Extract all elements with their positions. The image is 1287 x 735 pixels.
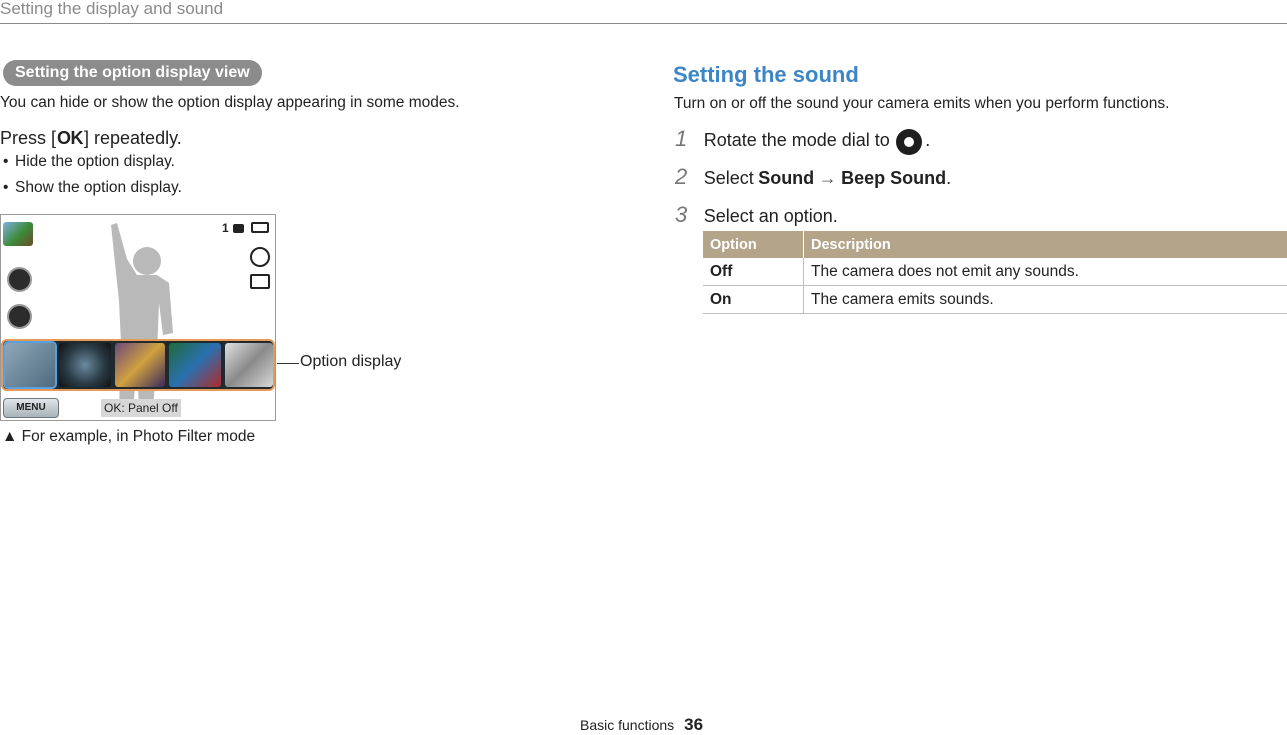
- press-suffix: ] repeatedly.: [84, 128, 182, 148]
- description-cell: The camera does not emit any sounds.: [804, 258, 1287, 286]
- sound-section-title: Setting the sound: [673, 62, 859, 88]
- shot-counter: 1: [222, 221, 229, 235]
- footer-section: Basic functions: [580, 717, 674, 733]
- step-number: 1: [675, 126, 687, 151]
- camera-mode-icon: [7, 267, 32, 292]
- section-pill: Setting the option display view: [3, 60, 262, 86]
- page-header-title: Setting the display and sound: [0, 0, 223, 18]
- flash-icon: [250, 247, 270, 267]
- filter-thumb-fisheye[interactable]: [59, 343, 111, 387]
- step-text-end: .: [925, 130, 930, 150]
- ok-panel-off-label: OK: Panel Off: [101, 399, 181, 417]
- step-number: 3: [675, 202, 687, 227]
- press-prefix: Press [: [0, 128, 56, 148]
- option-display-strip[interactable]: [1, 339, 275, 391]
- menu-button[interactable]: MENU: [3, 398, 59, 418]
- arrow-icon: →: [819, 168, 837, 188]
- filter-thumb-parrot[interactable]: [169, 343, 221, 387]
- memory-card-icon: [233, 224, 244, 233]
- step-1: [675, 126, 930, 155]
- step-3: [675, 202, 838, 228]
- table-row: [703, 286, 1287, 314]
- option-cell: On: [703, 286, 804, 314]
- filter-thumb-miniature[interactable]: [5, 343, 55, 387]
- table-header-row: [703, 231, 1287, 258]
- step-text: Rotate the mode dial to: [704, 130, 890, 150]
- table-row: [703, 258, 1287, 286]
- sound-options-table: [703, 231, 1287, 314]
- step-2: [675, 164, 951, 190]
- bullet-show: • Show the option display.: [15, 179, 182, 197]
- step-text: Select: [704, 168, 754, 188]
- menu-beep-sound: Beep Sound: [841, 168, 946, 188]
- camera-screen: [0, 214, 276, 421]
- resolution-16m-icon: [250, 274, 270, 289]
- option-display-callout: Option display: [300, 353, 401, 371]
- callout-line: [277, 363, 299, 364]
- step-text: Select an option.: [704, 206, 838, 226]
- settings-gear-icon: [896, 129, 922, 155]
- bullet-hide: • Hide the option display.: [15, 153, 175, 171]
- smart-filter-off-icon: [7, 304, 32, 329]
- option-display-intro: You can hide or show the option display appearing in some modes.: [0, 94, 460, 112]
- page-number: 36: [684, 715, 703, 734]
- screen-caption: ▲ For example, in Photo Filter mode: [2, 428, 255, 446]
- step-text-end: .: [946, 168, 951, 188]
- step-number: 2: [675, 164, 687, 189]
- header-option: Option: [703, 231, 804, 258]
- filter-thumb-flowers[interactable]: [115, 343, 165, 387]
- battery-icon: [251, 222, 269, 233]
- press-instruction: [0, 128, 182, 149]
- ok-key-icon: OK: [56, 128, 84, 149]
- sound-intro: Turn on or off the sound your camera emits when you perform functions.: [674, 95, 1169, 113]
- option-cell: Off: [703, 258, 804, 286]
- description-cell: The camera emits sounds.: [804, 286, 1287, 314]
- page-footer: [580, 715, 703, 735]
- filter-thumb-sketch[interactable]: [225, 343, 273, 387]
- header-description: Description: [804, 231, 1287, 258]
- menu-sound: Sound: [758, 168, 814, 188]
- header-divider: [0, 23, 1287, 24]
- photo-filter-icon: [3, 222, 33, 246]
